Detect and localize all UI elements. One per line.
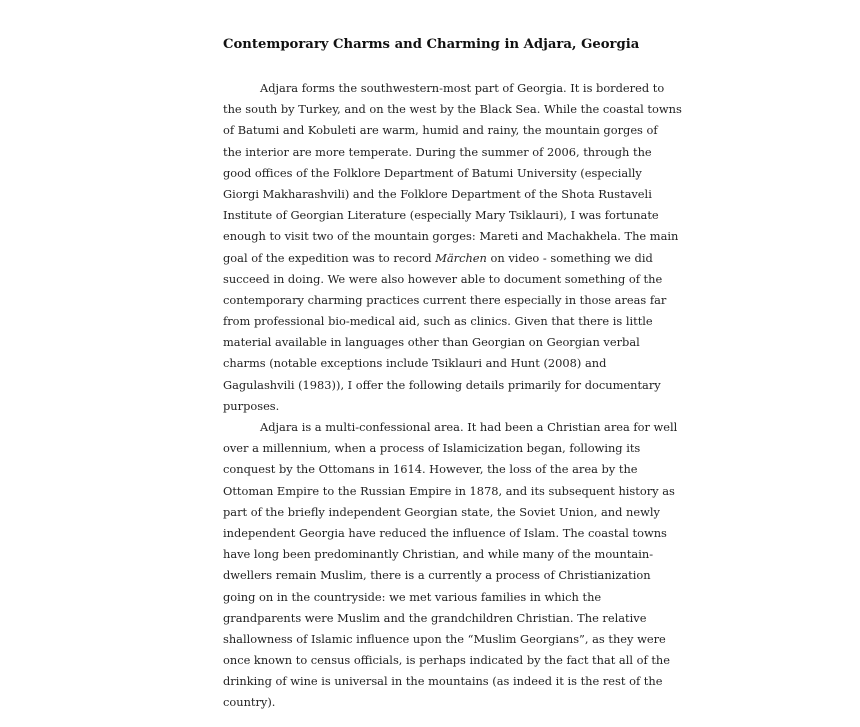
text-line <box>223 248 653 269</box>
text-line: going on in the countryside: we met various families in which the <box>223 589 602 604</box>
paragraph <box>223 78 682 417</box>
text-line: of Batumi and Kobuleti are warm, humid and rainy, the mountain gorges of <box>223 123 658 138</box>
text-line: Giorgi Makharashvili) and the Folklore Department of the Shota Rustaveli <box>223 186 652 201</box>
text-line: independent Georgia have reduced the influence of Islam. The coastal towns <box>223 525 667 540</box>
text-line: the interior are more temperate. During the summer of 2006, through the <box>223 144 652 159</box>
text-segment: goal of the expedition was to record <box>223 250 436 265</box>
text-line: conquest by the Ottomans in 1614. However, the loss of the area by the <box>223 462 638 477</box>
text-line: Ottoman Empire to the Russian Empire in 1878, and its subsequent history as <box>223 483 675 498</box>
text-line: once known to census officials, is perhaps indicated by the fact that all of the <box>223 653 670 668</box>
italic-term: Märchen <box>435 250 487 265</box>
text-line: over a millennium, when a process of Islamicization began, following its <box>223 441 641 456</box>
text-line: Gagulashvili (1983)), I offer the following details primarily for documentary <box>223 377 661 392</box>
text-line: contemporary charming practices current there especially in those areas far <box>223 292 667 307</box>
text-line: Adjara forms the southwestern-most part of Georgia. It is bordered to <box>260 81 665 95</box>
text-line: material available in languages other than Georgian on Georgian verbal <box>223 335 640 350</box>
text-line: drinking of wine is universal in the mountains (as indeed it is the rest of the <box>223 674 663 689</box>
document-title: Contemporary Charms and Charming in Adjara, Georgia <box>223 37 640 52</box>
paragraph <box>223 417 678 714</box>
text-line: Adjara is a multi-confessional area. It had been a Christian area for well <box>260 420 678 434</box>
text-line: grandparents were Muslim and the grandchildren Christian. The relative <box>223 610 647 625</box>
text-line: purposes. <box>223 398 280 413</box>
text-line: have long been predominantly Christian, and while many of the mountain- <box>223 547 654 562</box>
text-line: shallowness of Islamic influence upon the “Muslim Georgians”, as they were <box>223 631 666 646</box>
text-line: part of the briefly independent Georgian state, the Soviet Union, and newly <box>223 504 660 519</box>
text-line: country). <box>223 695 276 710</box>
text-segment: on video - something we did <box>486 250 653 265</box>
text-line: charms (notable exceptions include Tsiklauri and Hunt (2008) and <box>223 356 607 371</box>
text-line: dwellers remain Muslim, there is a currently a process of Christianization <box>223 568 651 583</box>
text-line: the south by Turkey, and on the west by the Black Sea. While the coastal towns <box>223 102 682 117</box>
document-body <box>223 78 682 714</box>
text-line: from professional bio-medical aid, such as clinics. Given that there is little <box>223 314 653 329</box>
text-line: good offices of the Folklore Department of Batumi University (especially <box>223 165 642 180</box>
text-line: Institute of Georgian Literature (especially Mary Tsiklauri), I was fortunate <box>223 208 659 223</box>
text-line: enough to visit two of the mountain gorges: Mareti and Machakhela. The main <box>223 229 679 244</box>
text-line: succeed in doing. We were also however able to document something of the <box>223 271 663 286</box>
